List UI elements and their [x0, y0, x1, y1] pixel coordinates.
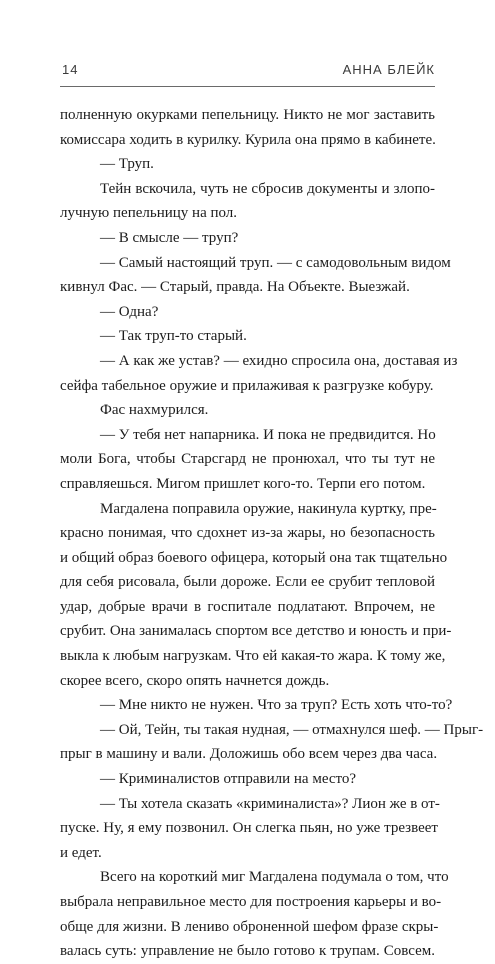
text-line: Всего на короткий миг Магдалена подумала о том, что [100, 869, 449, 886]
header-rule [60, 86, 435, 87]
text-line: пуске. Ну, я ему позвонил. Он слегка пьян, но уже трезвеет [60, 820, 438, 837]
text-line: сейфа табельное оружие и прилаживая к разгрузке кобуру. [60, 377, 434, 394]
text-line: прыг в машину и вали. Доложишь обо всем через два часа. [60, 746, 438, 763]
text-line: полненную окурками пепельницу. Никто не мог заставить [60, 107, 435, 123]
text-line: — Самый настоящий труп. — с самодовольным видом [100, 254, 451, 271]
text-line: Фас нахмурился. [100, 402, 209, 419]
text-line: Магдалена поправила оружие, накинула куртку, пре- [100, 500, 437, 517]
text-line: справляешься. Мигом пришлет кого-то. Терпи его потом. [60, 475, 426, 492]
text-line: — Криминалистов отправили на место? [100, 771, 357, 788]
text-line: — Ой, Тейн, ты такая нудная, — отмахнулся шеф. — Прыг- [100, 721, 484, 738]
text-line: удар, добрые врачи в госпитале подлатают. Впрочем, не [60, 598, 435, 615]
text-line: комиссара ходить в курилку. Курила она прямо в кабинете. [60, 131, 436, 148]
text-line: — У тебя нет напарника. И пока не предвидится. Но [100, 426, 436, 443]
text-line: скорее всего, скоро опять начнется дождь. [60, 672, 330, 689]
running-header-author: АННА БЛЕЙК [342, 62, 435, 77]
text-line: кивнул Фас. — Старый, правда. На Объекте. Выезжай. [60, 279, 410, 296]
text-line: валась суть: управление не было готово к трупам. Совсем. [60, 943, 435, 960]
text-line: срубит. Она занималась спортом все детство и юность и при- [60, 623, 452, 640]
text-line: — Одна? [100, 303, 159, 320]
text-line: — Мне никто не нужен. Что за труп? Есть хоть что-то? [100, 697, 453, 714]
text-line: и общий образ боевого офицера, который она так тщательно [60, 549, 448, 566]
text-line: и едет. [60, 844, 102, 861]
text-line: — Ты хотела сказать «криминалиста»? Лион же в от- [100, 795, 440, 812]
text-line: Тейн вскочила, чуть не сбросив документы и злопо- [100, 180, 435, 197]
text-line: обще для жизни. В лениво оброненной шефом фразе скры- [60, 918, 439, 935]
text-line: — А как же устав? — ехидно спросила она, доставая из [100, 352, 458, 369]
text-line: — В смысле — труп? [100, 229, 239, 246]
text-line: — Труп. [100, 156, 154, 173]
text-line: выкла к любым нагрузкам. Что ей какая-то жара. К тому же, [60, 648, 446, 665]
text-line: — Так труп-то старый. [100, 328, 247, 345]
text-line: красно понимая, что сдохнет из-за жары, но безопасность [60, 525, 435, 542]
text-line: для себя рисовала, были дороже. Если ее срубит тепловой [60, 574, 435, 591]
text-line: выбрала неправильное место для построения карьеры и во- [60, 894, 442, 910]
page-number: 14 [62, 62, 79, 77]
text-line: моли Бога, чтобы Старсгард не пронюхал, что ты тут не [60, 451, 435, 468]
running-header [60, 62, 435, 80]
body-text [60, 103, 484, 964]
text-line: лучную пепельницу на пол. [60, 205, 238, 222]
